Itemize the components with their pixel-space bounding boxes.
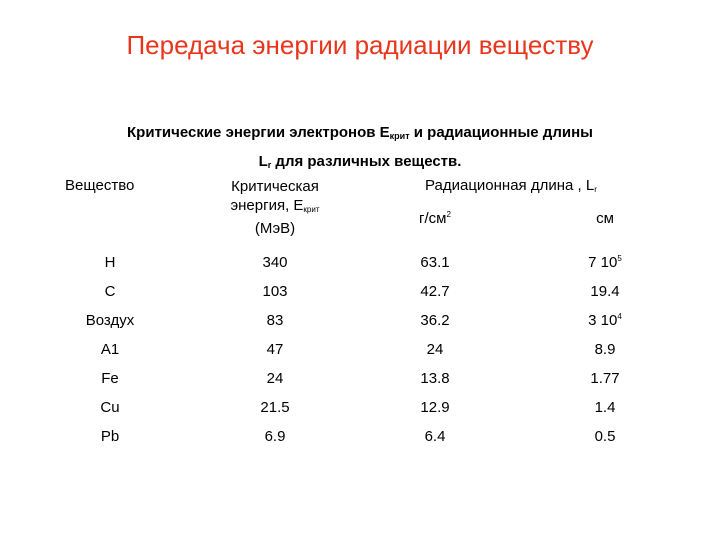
cell-radiation-length-gcm: 13.8: [420, 370, 450, 387]
cell-substance: Pb: [100, 428, 120, 445]
cell-substance: C: [104, 283, 116, 300]
caption-line-1: Критические энергии электронов $E_{крит}$ и радиационные длины: [127, 124, 593, 141]
header-substance: Вещество: [65, 177, 135, 194]
cell-critical-energy: 47: [266, 341, 284, 358]
cell-substance: Cu: [100, 399, 120, 416]
cell-radiation-length-cm: 3 $10^4$: [588, 312, 622, 329]
header-critical-energy: Критическая энергия, $E_{крит}$ (МэВ): [230, 178, 320, 237]
cell-substance: Воздух: [85, 312, 135, 329]
cell-radiation-length-gcm: 24: [426, 341, 444, 358]
cell-radiation-length-cm: 19.4: [590, 283, 620, 300]
cell-radiation-length-cm: 0.5: [594, 428, 616, 445]
table-caption: [40, 120, 680, 178]
cell-radiation-length-gcm: 12.9: [420, 399, 450, 416]
cell-critical-energy: 24: [266, 370, 284, 387]
cell-radiation-length-gcm: 36.2: [420, 312, 450, 329]
cell-critical-energy: 83: [266, 312, 284, 329]
cell-substance: H: [104, 254, 116, 271]
cell-critical-energy: 340: [262, 254, 288, 271]
cell-radiation-length-gcm: 63.1: [420, 254, 450, 271]
cell-substance: Fe: [101, 370, 119, 387]
cell-critical-energy: 103: [262, 283, 288, 300]
cell-critical-energy: 6.9: [264, 428, 286, 445]
cell-radiation-length-gcm: 6.4: [424, 428, 446, 445]
header-unit-gcm: $г/см^2$: [419, 210, 451, 227]
cell-radiation-length-cm: 8.9: [594, 341, 616, 358]
cell-radiation-length-cm: 1.77: [590, 370, 620, 387]
slide-title: Передача энергии радиации веществу: [126, 30, 594, 60]
cell-radiation-length-cm: 7 $10^5$: [588, 254, 622, 271]
header-radiation-length: Радиационная длина , $L_r$: [425, 177, 597, 194]
cell-radiation-length-gcm: 42.7: [420, 283, 450, 300]
cell-critical-energy: 21.5: [260, 399, 290, 416]
cell-radiation-length-cm: 1.4: [594, 399, 616, 416]
caption-line-2: $L_r$ для различных веществ.: [258, 153, 462, 170]
cell-substance: A1: [100, 341, 120, 358]
header-unit-cm: см: [596, 210, 614, 227]
